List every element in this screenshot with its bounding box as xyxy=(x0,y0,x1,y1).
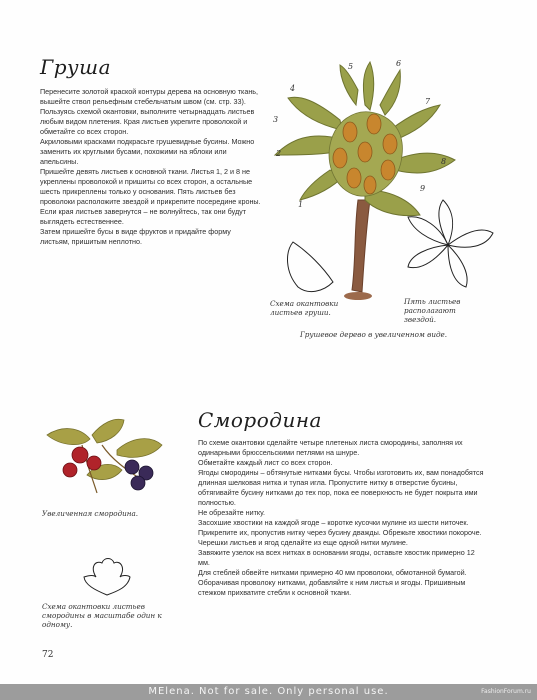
currant-title: Смородина xyxy=(198,408,322,432)
leaf-number: 9 xyxy=(420,184,426,193)
pear-photo-caption: Грушевое дерево в увеличенном виде. xyxy=(300,330,448,339)
pear-paragraph: Пользуясь схемой окантовки, выполните четырнадцать листьев любым видом плетения. Края листьев укрепите проволокой и обметайте со всех сторон. xyxy=(40,107,255,136)
pear-scheme-caption: Схема окантовки листьев груши. xyxy=(270,299,339,317)
currant-paragraph: Засохшие хвостики на каждой ягоде – коротке кусочки мулине из шести ниточек. Прикрепите их, пропустив нитку через бусину дважды. Обрежьте хвостики покороче. xyxy=(198,518,482,537)
currant-paragraph: Завяжите узелок на всех нитках в основании ягоды, оставьте хвостик примерно 12 мм. xyxy=(198,548,475,567)
currant-paragraph: Черешки листьев и ягод сделайте из еще одной нитки мулине. xyxy=(198,538,408,547)
pear-title: Груша xyxy=(40,55,112,79)
page-number: 72 xyxy=(42,650,54,660)
currant-paragraph: Для стеблей обвейте нитками примерно 40 мм проволоки, обмотанной бумагой. Оборачивая проволоку нитками, добавляйте к ним листья и ягоды. Пришивным стежком прихватите стебли к основной ткани. xyxy=(198,568,467,597)
footer-bar xyxy=(0,684,537,700)
currant-instructions xyxy=(198,438,488,598)
pear-leaf-scheme-outline xyxy=(283,237,338,297)
leaf-number: 4 xyxy=(290,84,296,93)
leaf-number: 6 xyxy=(396,59,402,68)
leaf-number: 5 xyxy=(348,62,354,71)
currant-paragraph: Ягоды смородины – обтянутые нитками бусы. Чтобы изготовить их, вам понадобятся длинная шелковая нитка и тупая игла. Пропустите нитку в отверстие бусины, обтягивайте бусину нитками до тех пор, пока ее поверхность не будет покрыта ими полностью. xyxy=(198,468,484,507)
pear-paragraph: Перенесите золотой краской контуры дерева на основную ткань, вышейте ствол рельефным стебельчатым швом (см. стр. 33). xyxy=(40,87,259,106)
leaf-number: 3 xyxy=(273,115,279,124)
currant-leaf-scheme-outline xyxy=(80,555,135,600)
leaf-number: 1 xyxy=(298,200,304,209)
star-caption: Пять листьев располагают звездой. xyxy=(404,297,461,324)
currant-paragraph: Не обрезайте нитку. xyxy=(198,508,266,517)
currant-scheme-caption: Схема окантовки листьев смородины в масштабе один к одному. xyxy=(42,602,162,629)
footer-site: FashionForum.ru xyxy=(481,688,531,695)
pear-instructions xyxy=(40,87,262,247)
currant-paragraph: По схеме окантовки сделайте четыре плетеных листа смородины, заполняя их одинарными брюссельскими петлями на шнуре. xyxy=(198,438,463,457)
footer-text: MElena. Not for sale. Only personal use. xyxy=(148,686,389,697)
currant-paragraph: Обметайте каждый лист со всех сторон. xyxy=(198,458,333,467)
leaf-number: 2 xyxy=(276,149,282,158)
pear-paragraph: Акриловыми красками подкрасьте грушевидные бусины. Можно заменить их круглыми бусами, похожими на яблоки или апельсины. xyxy=(40,137,255,166)
pear-paragraph: Пришейте девять листьев к основной ткани. Листья 1, 2 и 8 не укреплены проволокой и пришиты со всех сторон, а остальные шесть прикреплены только у основания. Пять листьев без проволоки расположите звездой и прикрепите посередине кроны. Если края листьев завернутся – не волнуйтесь, так они будут выглядеть естественнее. xyxy=(40,167,261,226)
star-leaves-outline xyxy=(398,195,498,295)
leaf-number: 8 xyxy=(441,157,447,166)
currant-photo-caption: Увеличенная смородина. xyxy=(42,509,139,518)
currant-photo xyxy=(42,415,172,500)
pear-paragraph: Затем пришейте бусы в виде фруктов и придайте форму листьям, пришитым неплотно. xyxy=(40,227,231,246)
leaf-number: 7 xyxy=(425,97,431,106)
